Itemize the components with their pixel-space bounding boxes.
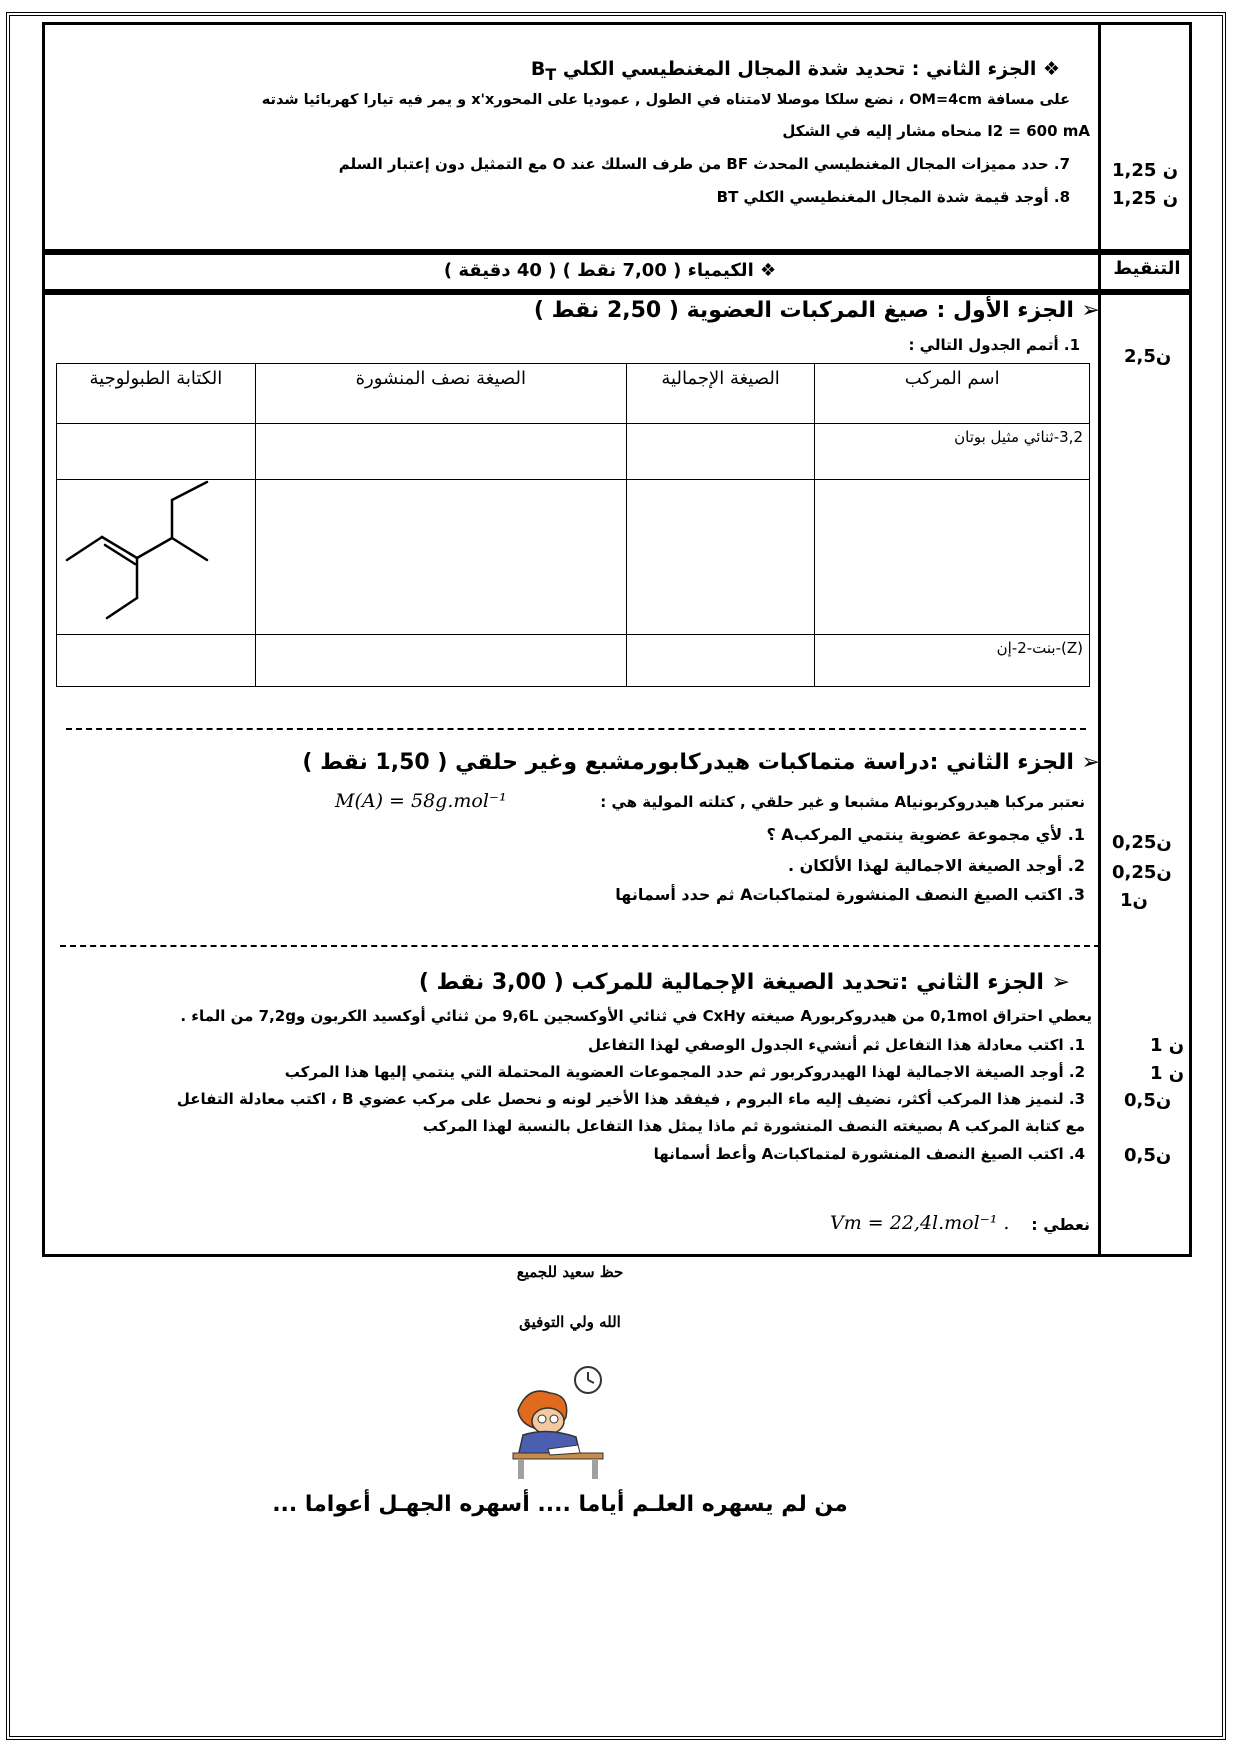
part1-title: ➢ الجزء الأول : صيغ المركبات العضوية ( 2,50 نقط ) xyxy=(533,298,1100,323)
closing-quote: من لم يسهره العلـم أياما .... أسهره الجهـل أعواما ... xyxy=(272,1492,848,1517)
cell-name-1: 3,2-ثنائي مثيل بوتان xyxy=(815,424,1090,480)
cell-topo-1 xyxy=(57,424,256,480)
divider-dashed-2 xyxy=(60,945,1100,947)
table-row xyxy=(57,635,1090,687)
good-luck-text: حظ سعيد للجميع xyxy=(516,1263,624,1281)
grade-column-divider-header xyxy=(1098,252,1101,292)
molar-mass-formula: M(A) = 58g.mol⁻¹ xyxy=(335,790,507,812)
cell-topo-2 xyxy=(57,480,256,635)
part2-q1: 1. لأي مجموعة عضوية ينتمي المركبA ؟ xyxy=(766,825,1085,844)
part2-q3: 3. اكتب الصيغ النصف المنشورة لمتماكباتA ثم حدد أسمانها xyxy=(615,885,1085,904)
cell-semi-3 xyxy=(255,635,626,687)
part2-grade-3: 1ن xyxy=(1120,890,1148,911)
part2-grade-2: 0,25ن xyxy=(1112,862,1172,883)
part1-grade: 2,5ن xyxy=(1124,346,1172,367)
grading-label: التنقيط xyxy=(1113,258,1181,279)
divider-dashed-1 xyxy=(66,728,1086,730)
cell-molecular-1 xyxy=(626,424,814,480)
physics-title: ❖ الجزء الثاني : تحديد شدة المجال المغنطيسي الكلي $B_T$ xyxy=(530,58,1060,84)
grade-q7: 1,25 ن xyxy=(1112,160,1179,181)
part2-intro: نعتبر مركبا هيدروكربونياA مشبعا و غير حلقي , كتلته المولية هي : xyxy=(600,793,1085,811)
cell-molecular-3 xyxy=(626,635,814,687)
physics-line1: على مسافة OM=4cm ، نضع سلكا موصلا لامتناه في الطول , عموديا على المحورx'x و يمر فيه تيارا كهربائيا شدته xyxy=(261,92,1070,108)
part1-q1: 1. أتمم الجدول التالي : xyxy=(908,336,1080,354)
grade-column-divider-top xyxy=(1098,22,1101,252)
cell-topo-3 xyxy=(57,635,256,687)
table-header-row xyxy=(57,364,1090,424)
grade-q8: 1,25 ن xyxy=(1112,188,1179,209)
part3-intro: يعطي احتراق 0,1mol من هيدروكربورA صيغته CxHy في ثنائي الأوكسجين 9,6L من ثنائي أوكسيد الكربون و7,2g من الماء . xyxy=(180,1007,1092,1025)
part3-q1: 1. اكتب معادلة هذا التفاعل ثم أنشيء الجدول الوصفي لهذا التفاعل xyxy=(587,1036,1085,1054)
part2-grade-1: 0,25ن xyxy=(1112,832,1172,853)
part3-q4: 4. اكتب الصيغ النصف المنشورة لمتماكباتA وأعط أسمانها xyxy=(653,1145,1085,1163)
part3-q3: 3. لنميز هذا المركب أكثر، نضيف إليه ماء البروم , فيفقد هذا الأخير لونه و نحصل على مركب عضوي B ، اكتب معادلة التفاعل xyxy=(176,1090,1085,1108)
col-header-topo: الكتابة الطبولوجية xyxy=(57,364,256,424)
physics-q8: 8. أوجد قيمة شدة المجال المغنطيسي الكلي BT xyxy=(716,188,1070,206)
chemistry-title: ❖ الكيمياء ( 7,00 نقط ) ( 40 دقيقة ) xyxy=(443,260,777,281)
student-clock-illustration xyxy=(488,1365,618,1480)
table-row xyxy=(57,424,1090,480)
table-row xyxy=(57,480,1090,635)
skeletal-formula-drawing xyxy=(57,480,247,630)
god-text: الله ولي التوفيق xyxy=(519,1313,621,1331)
part2-title: ➢ الجزء الثاني :دراسة متماكبات هيدركابورمشبع وغير حلقي ( 1,50 نقط ) xyxy=(302,750,1100,775)
part2-q2: 2. أوجد الصيغة الاجمالية لهذا الألكان . xyxy=(787,856,1085,875)
col-header-molecular: الصيغة الإجمالية xyxy=(626,364,814,424)
given-value: Vm = 22,4l.mol⁻¹ . xyxy=(830,1212,1010,1234)
cell-semi-1 xyxy=(255,424,626,480)
compounds-table xyxy=(56,363,1090,687)
physics-line2: I2 = 600 mA منحاه مشار إليه في الشكل xyxy=(782,122,1090,140)
cell-name-3: (Z)-بنت-2-إن xyxy=(815,635,1090,687)
col-header-name: اسم المركب xyxy=(815,364,1090,424)
part3-q2: 2. أوجد الصيغة الاجمالية لهذا الهيدروكربور ثم حدد المجموعات العضوية المحتملة التي ينتمي إليها هذا المركب xyxy=(284,1063,1085,1081)
part3-grade-1: 1 ن xyxy=(1150,1035,1185,1056)
cell-name-2 xyxy=(815,480,1090,635)
cell-molecular-2 xyxy=(626,480,814,635)
given-label: نعطي : xyxy=(1031,1215,1090,1234)
part3-grade-2: 1 ن xyxy=(1150,1063,1185,1084)
cell-semi-2 xyxy=(255,480,626,635)
part3-grade-4: 0,5ن xyxy=(1124,1145,1172,1166)
part3-grade-3: 0,5ن xyxy=(1124,1090,1172,1111)
part3-title: ➢ الجزء الثاني :تحديد الصيغة الإجمالية للمركب ( 3,00 نقط ) xyxy=(418,970,1070,995)
col-header-semi: الصيغة نصف المنشورة xyxy=(255,364,626,424)
part3-q3-cont: مع كتابة المركب A بصيغته النصف المنشورة ثم ماذا يمثل هذا التفاعل بالنسبة لهذا المركب xyxy=(422,1117,1085,1135)
physics-q7: 7. حدد مميزات المجال المغنطيسي المحدث BF من طرف السلك عند O مع التمثيل دون إعتبار السلم xyxy=(338,155,1070,173)
